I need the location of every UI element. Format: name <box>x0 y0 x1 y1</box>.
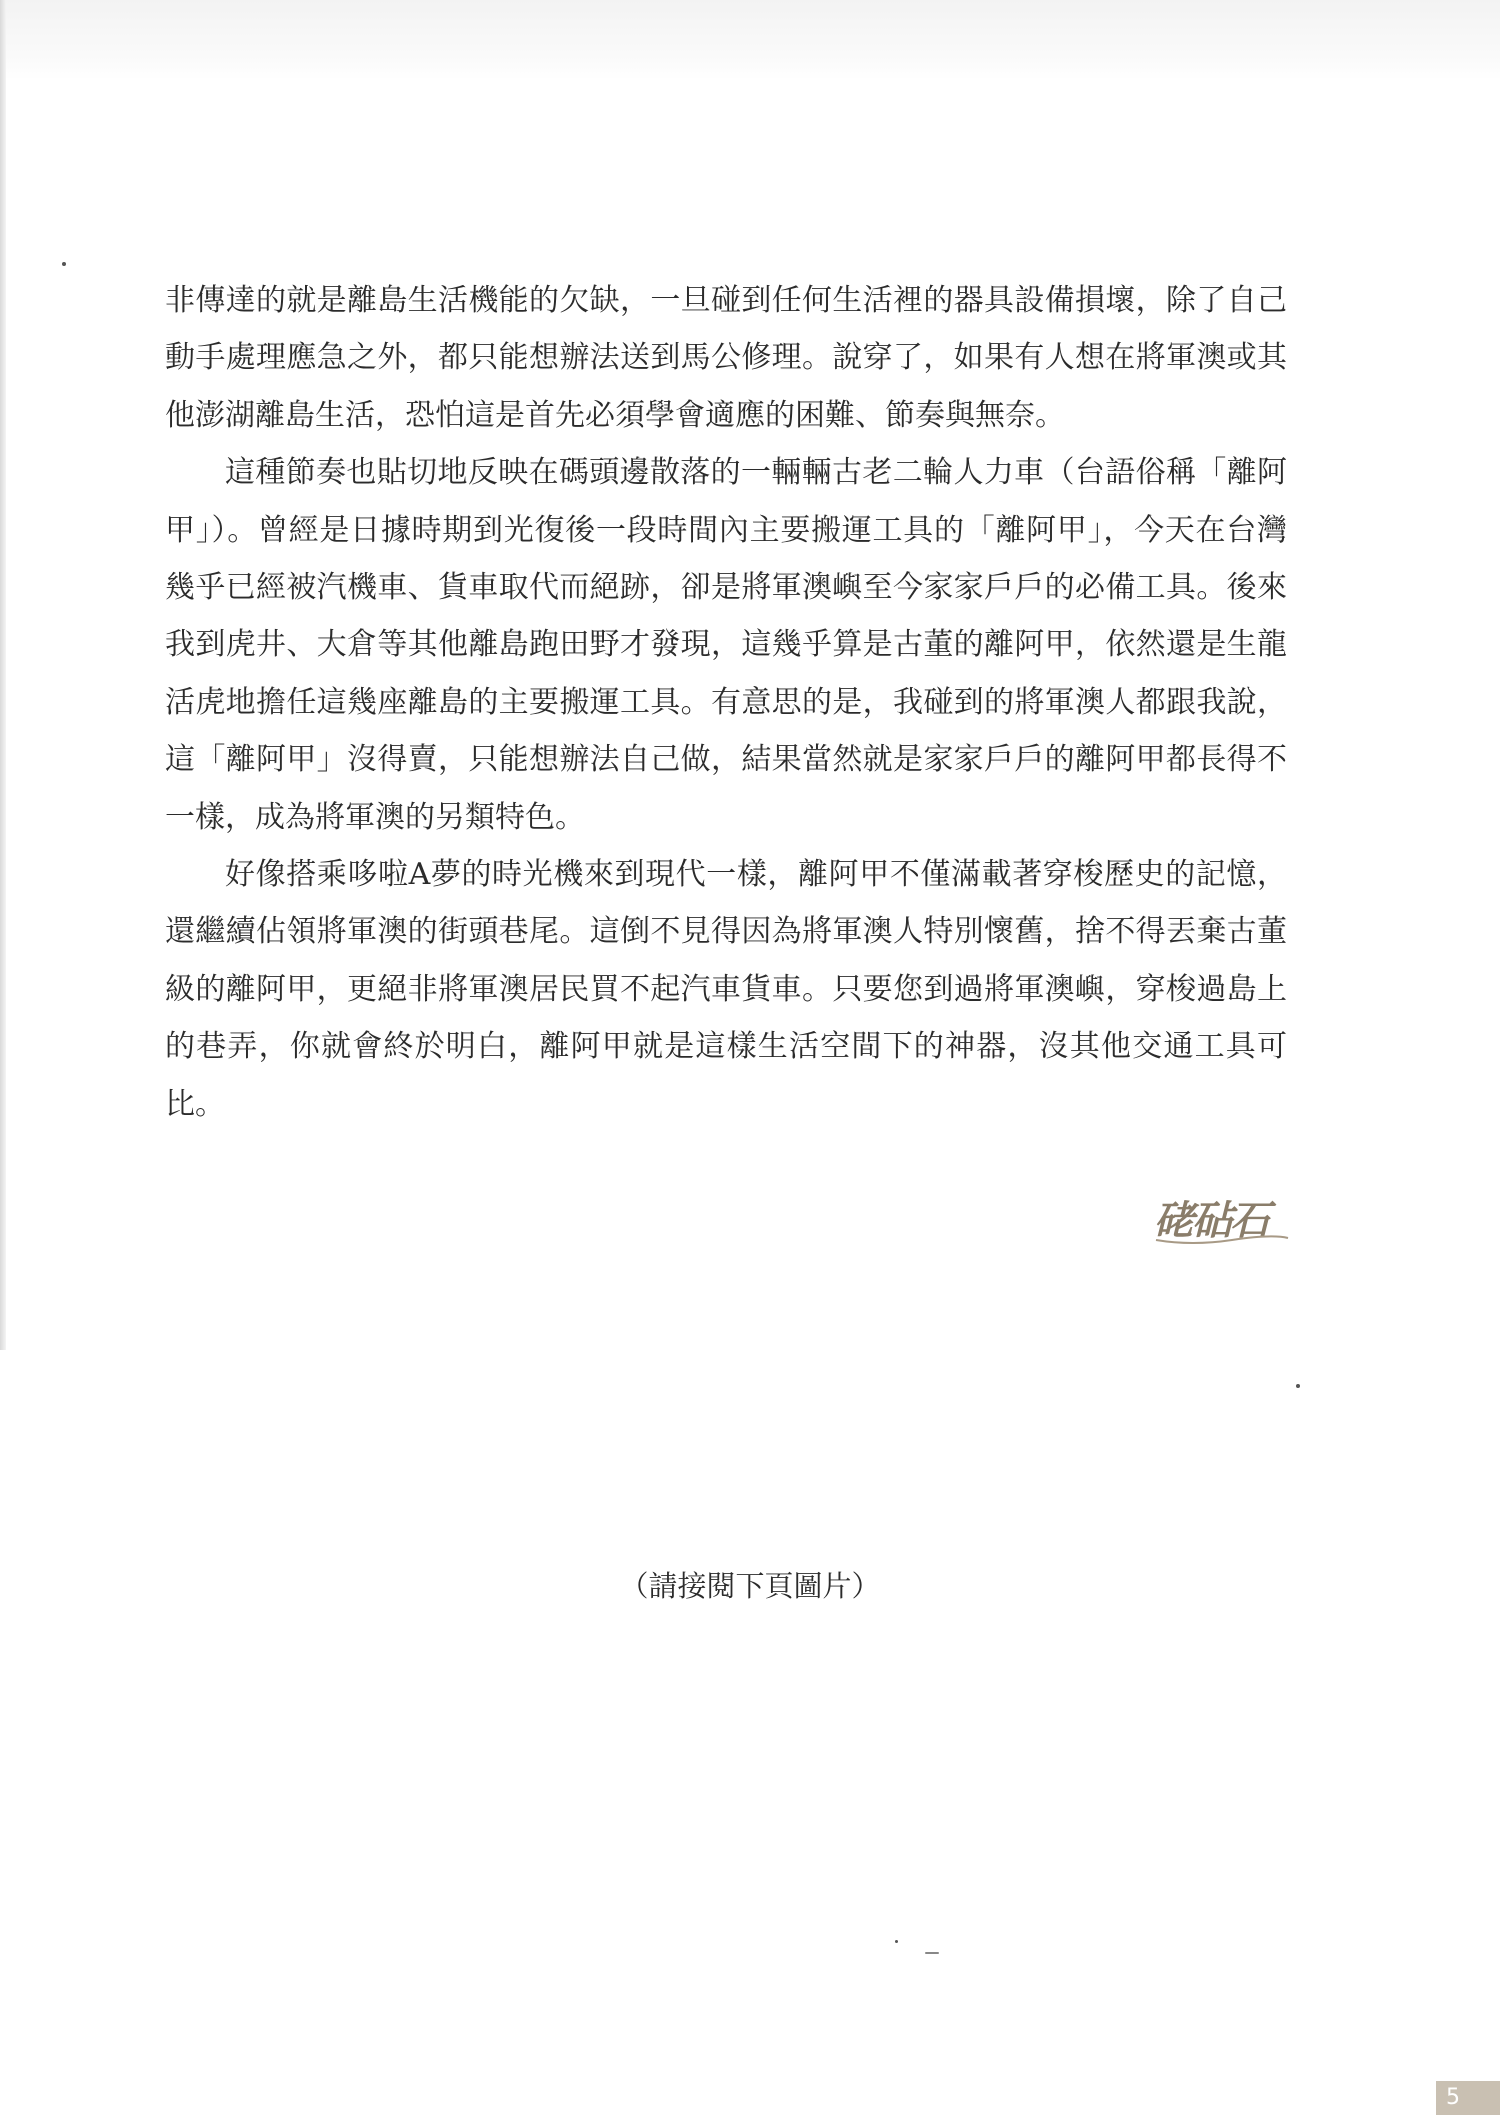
signature-text: 硓砧石 <box>1154 1197 1268 1244</box>
paragraph-3: 好像搭乘哆啦A夢的時光機來到現代一樣，離阿甲不僅滿載著穿梭歷史的記憶，還繼續佔領將軍澳的街頭巷尾。這倒不見得因為將軍澳人特別懷舊，捨不得丟棄古董級的離阿甲，更絕非將軍澳居民買不起汽車貨車。只要您到過將軍澳嶼，穿梭過島上的巷弄，你就會終於明白，離阿甲就是這樣生活空間下的神器，沒其他交通工具可比。 <box>165 857 1287 1122</box>
paragraph-2: 這種節奏也貼切地反映在碼頭邊散落的一輛輛古老二輪人力車（台語俗稱「離阿甲」）。曾經是日據時期到光復後一段時間內主要搬運工具的「離阿甲」，今天在台灣幾乎已經被汽機車、貨車取代而絕跡，卻是將軍澳嶼至今家家戶戶的必備工具。後來我到虎井、大倉等其他離島跑田野才發現，這幾乎算是古董的離阿甲，依然還是生龍活虎地擔任這幾座離島的主要搬運工具。有意思的是，我碰到的將軍澳人都跟我說，這「離阿甲」沒得賣，只能想辦法自己做，結果當然就是家家戶戶的離阿甲都長得不一樣，成為將軍澳的另類特色。 <box>165 455 1287 835</box>
scan-speck <box>925 1952 939 1954</box>
page-number: 5 <box>1436 2081 1500 2115</box>
scan-left-edge <box>0 0 6 1350</box>
scan-speck <box>62 262 66 266</box>
article-body <box>165 272 1287 1133</box>
paragraph-1: 非傳達的就是離島生活機能的欠缺，一旦碰到任何生活裡的器具設備損壞，除了自己動手處理應急之外，都只能想辦法送到馬公修理。說穿了，如果有人想在將軍澳或其他澎湖離島生活，恐怕這是首先必須學會適應的困難、節奏與無奈。 <box>165 283 1287 433</box>
scan-speck <box>1296 1384 1300 1388</box>
scan-top-shading <box>0 0 1500 80</box>
author-signature <box>1152 1190 1292 1250</box>
scan-speck <box>895 1940 898 1943</box>
continue-note: （請接閱下頁圖片） <box>619 1569 881 1603</box>
